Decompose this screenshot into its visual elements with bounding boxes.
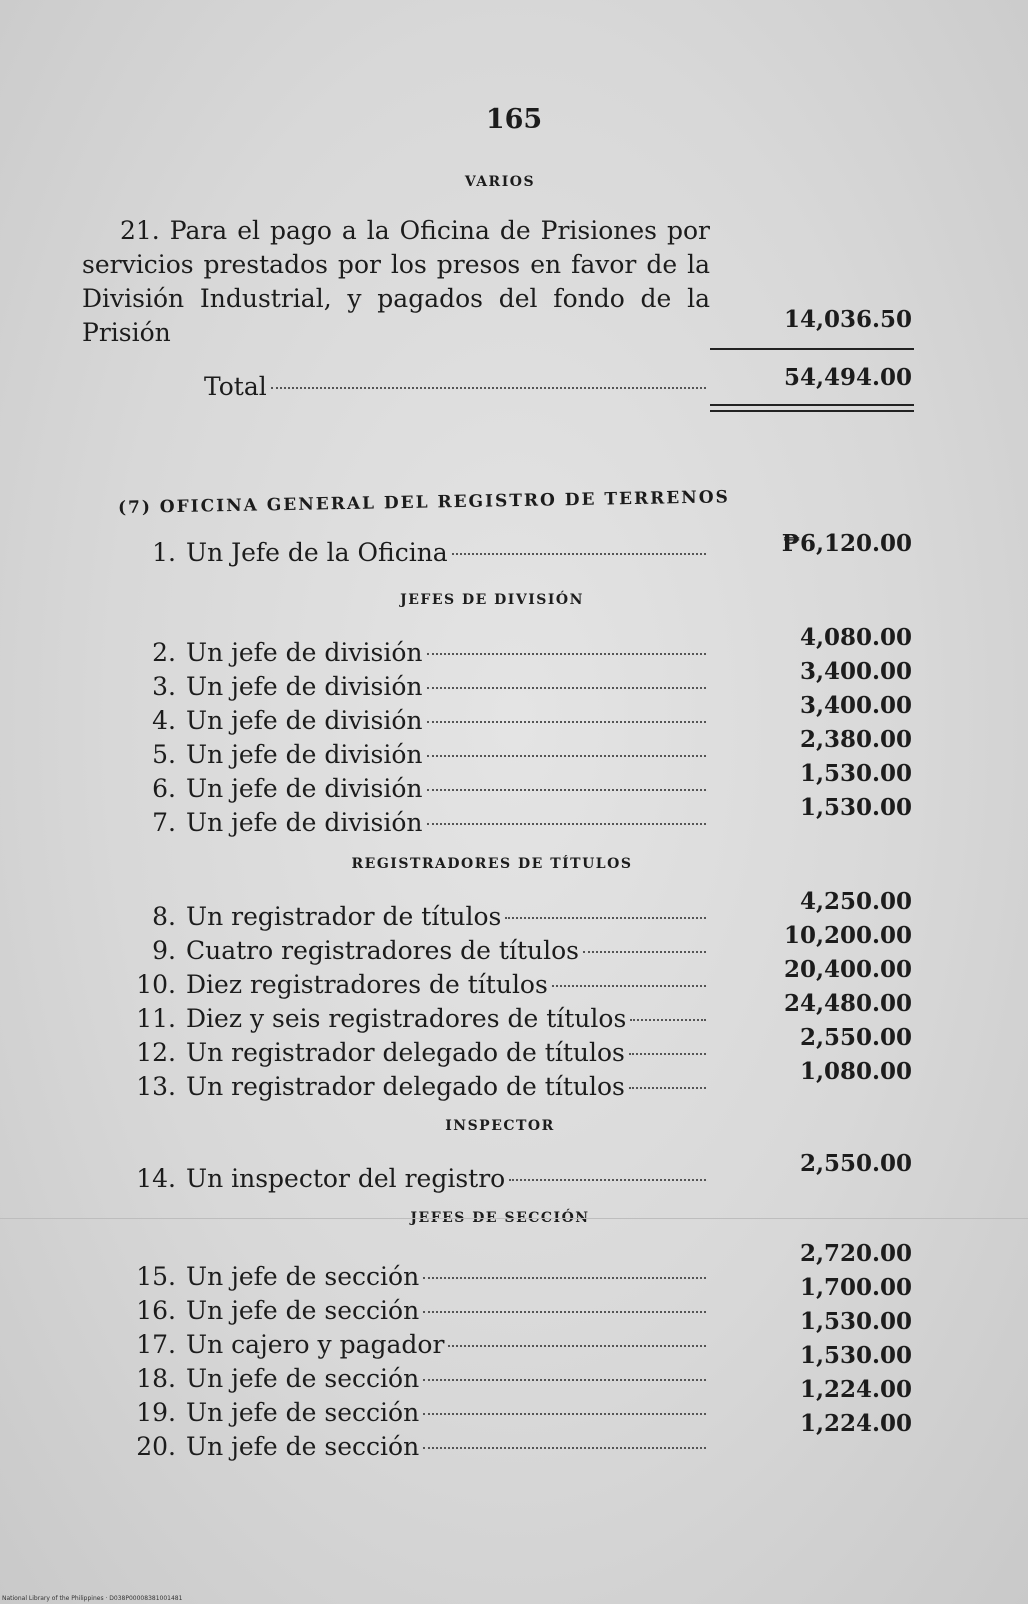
scan-fold-line	[0, 1218, 1028, 1219]
position-title: Un jefe de sección	[186, 1262, 420, 1291]
position-title: Un registrador de títulos	[186, 902, 502, 931]
position-row	[126, 638, 710, 667]
position-row	[126, 1432, 710, 1461]
position-row	[126, 902, 710, 931]
position-amount: 10,200.00	[783, 922, 912, 949]
leader-dots	[427, 755, 707, 757]
position-number: 20.	[136, 1432, 176, 1461]
position-title: Diez registradores de títulos	[186, 970, 548, 999]
varios-paragraph	[82, 214, 710, 350]
position-row	[126, 1262, 710, 1291]
leader-dots	[630, 1019, 706, 1021]
position-number: 10.	[136, 970, 176, 999]
leader-dots	[427, 789, 707, 791]
section-title: (7) OFICINA GENERAL DEL REGISTRO DE TERRENOS	[117, 487, 731, 518]
varios-item-text: Para el pago a la Oficina de Prisiones por servicios prestados por los presos en favor de la División Industrial, y pagados del fondo de la Prisión	[82, 216, 710, 347]
position-amount: 4,080.00	[799, 624, 912, 651]
position-row	[126, 808, 710, 837]
position-title: Un jefe de sección	[186, 1296, 420, 1325]
position-title: Un registrador delegado de títulos	[186, 1072, 625, 1101]
position-label	[126, 538, 448, 567]
position-title: Diez y seis registradores de títulos	[186, 1004, 627, 1033]
total-rule-bottom	[710, 410, 914, 412]
leader-dots	[452, 553, 706, 555]
leader-dots	[509, 1179, 706, 1181]
position-title: Un inspector del registro	[186, 1164, 506, 1193]
position-label	[126, 1296, 419, 1325]
position-title: Un jefe de división	[186, 672, 423, 701]
position-title: Un jefe de sección	[186, 1432, 420, 1461]
position-title: Un Jefe de la Oficina	[186, 538, 448, 567]
position-title: Un cajero y pagador	[186, 1330, 445, 1359]
leader-dots	[583, 951, 706, 953]
position-number: 15.	[136, 1262, 176, 1291]
leader-dots	[427, 823, 707, 825]
leader-dots	[427, 721, 707, 723]
position-amount: 1,530.00	[799, 794, 912, 821]
position-amount: 1,224.00	[799, 1376, 912, 1403]
position-row	[126, 774, 710, 803]
position-amount: 4,250.00	[799, 888, 912, 915]
position-label	[126, 1364, 419, 1393]
position-amount: 1,080.00	[799, 1058, 912, 1085]
position-amount: 2,550.00	[799, 1150, 912, 1177]
position-label	[126, 1262, 419, 1291]
varios-item-number: 21.	[120, 216, 160, 245]
position-title: Un jefe de división	[186, 774, 423, 803]
position-amount: 2,720.00	[799, 1240, 912, 1267]
position-title: Un jefe de división	[186, 740, 423, 769]
position-label	[126, 1432, 419, 1461]
position-row	[126, 740, 710, 769]
position-label	[126, 672, 423, 701]
leader-dots	[423, 1311, 706, 1313]
position-row	[126, 1296, 710, 1325]
position-row	[126, 1364, 710, 1393]
position-row	[126, 672, 710, 701]
position-amount: 1,530.00	[799, 1308, 912, 1335]
position-label	[126, 1072, 625, 1101]
position-amount: 20,400.00	[783, 956, 912, 983]
position-row	[126, 1330, 710, 1359]
leader-dots	[427, 653, 707, 655]
leader-dots	[423, 1379, 706, 1381]
position-row	[126, 1398, 710, 1427]
leader-dots	[423, 1413, 706, 1415]
position-row	[126, 1164, 710, 1193]
position-label	[126, 1330, 444, 1359]
position-number: 16.	[136, 1296, 176, 1325]
varios-amount: 14,036.50	[783, 306, 912, 333]
position-row	[126, 1072, 710, 1101]
position-number: 8.	[152, 902, 176, 931]
position-number: 1.	[152, 538, 176, 567]
position-row	[126, 538, 710, 567]
leader-dots	[629, 1087, 706, 1089]
leader-dots	[427, 687, 707, 689]
leader-dots	[629, 1053, 706, 1055]
position-row	[126, 970, 710, 999]
total-row	[204, 372, 710, 401]
position-amount: ₱6,120.00	[781, 530, 912, 557]
position-number: 18.	[136, 1364, 176, 1393]
position-number: 9.	[152, 936, 176, 965]
position-number: 12.	[136, 1038, 176, 1067]
leader-dots	[552, 985, 706, 987]
position-amount: 3,400.00	[799, 658, 912, 685]
position-label	[126, 902, 501, 931]
position-row	[126, 1038, 710, 1067]
group-heading: INSPECTOR	[445, 1118, 555, 1134]
position-number: 19.	[136, 1398, 176, 1427]
position-amount: 1,700.00	[799, 1274, 912, 1301]
position-number: 11.	[136, 1004, 176, 1033]
position-number: 17.	[136, 1330, 176, 1359]
position-title: Un jefe de división	[186, 706, 423, 735]
position-number: 3.	[152, 672, 176, 701]
position-amount: 3,400.00	[799, 692, 912, 719]
position-number: 7.	[152, 808, 176, 837]
position-label	[126, 1038, 625, 1067]
position-title: Un jefe de división	[186, 638, 423, 667]
scan-footer: National Library of the Philippines · D038P00008381001481	[2, 1595, 183, 1602]
position-label	[126, 1164, 505, 1193]
position-label	[126, 638, 423, 667]
position-label	[126, 1398, 419, 1427]
position-title: Un jefe de sección	[186, 1398, 420, 1427]
position-amount: 1,224.00	[799, 1410, 912, 1437]
leader-dots	[505, 917, 706, 919]
subtotal-rule	[710, 348, 914, 350]
position-title: Un registrador delegado de títulos	[186, 1038, 625, 1067]
position-amount: 2,550.00	[799, 1024, 912, 1051]
group-heading: REGISTRADORES DE TÍTULOS	[351, 856, 633, 872]
page-number: 165	[485, 104, 543, 135]
position-number: 14.	[136, 1164, 176, 1193]
position-label	[126, 936, 579, 965]
position-title: Un jefe de división	[186, 808, 423, 837]
total-amount: 54,494.00	[783, 364, 912, 391]
position-row	[126, 1004, 710, 1033]
position-number: 2.	[152, 638, 176, 667]
group-heading: JEFES DE SECCIÓN	[410, 1210, 590, 1226]
position-amount: 24,480.00	[783, 990, 912, 1017]
position-label	[126, 706, 423, 735]
position-row	[126, 706, 710, 735]
leader-dots	[448, 1345, 706, 1347]
position-label	[126, 1004, 626, 1033]
position-label	[126, 970, 548, 999]
position-amount: 2,380.00	[799, 726, 912, 753]
position-label	[126, 808, 423, 837]
position-title: Cuatro registradores de títulos	[186, 936, 579, 965]
total-rule-top	[710, 404, 914, 406]
position-label	[126, 774, 423, 803]
total-label: Total	[204, 372, 267, 401]
heading-varios: VARIOS	[464, 174, 536, 190]
position-amount: 1,530.00	[799, 760, 912, 787]
position-row	[126, 936, 710, 965]
position-number: 13.	[136, 1072, 176, 1101]
position-label	[126, 740, 423, 769]
leader-dots	[423, 1447, 706, 1449]
leader-dots	[271, 387, 706, 389]
group-heading: JEFES DE DIVISIÓN	[400, 592, 584, 608]
position-title: Un jefe de sección	[186, 1364, 420, 1393]
leader-dots	[423, 1277, 706, 1279]
position-number: 5.	[152, 740, 176, 769]
position-number: 6.	[152, 774, 176, 803]
position-number: 4.	[152, 706, 176, 735]
position-amount: 1,530.00	[799, 1342, 912, 1369]
